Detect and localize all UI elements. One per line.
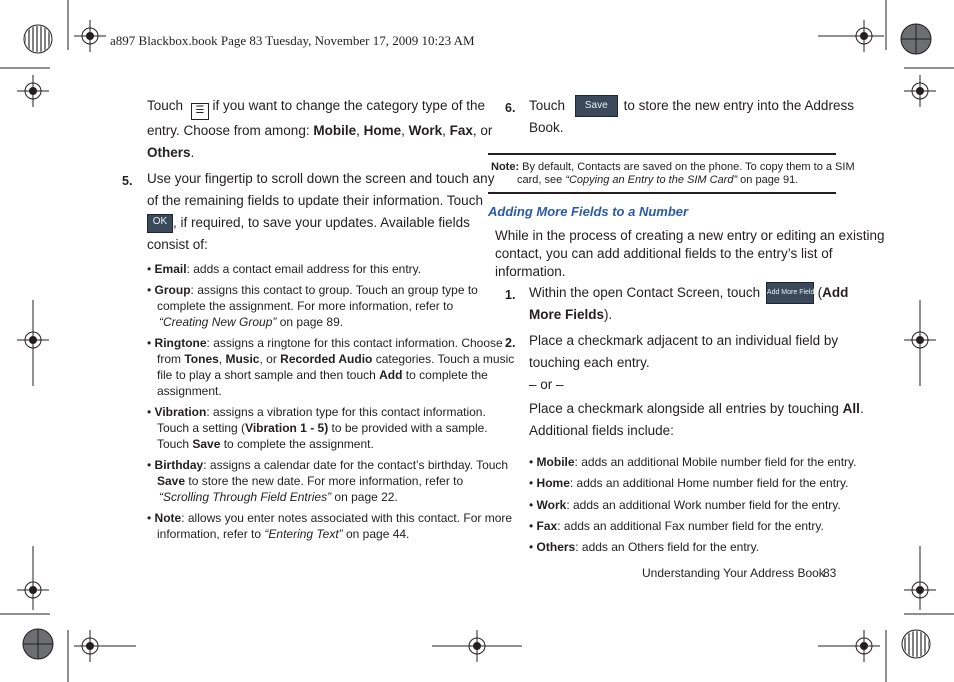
add-label: Add [379, 368, 403, 382]
text: Touch [529, 98, 566, 113]
text: Place a checkmark adjacent to an individual field by [529, 333, 839, 348]
note-label: Note [154, 511, 182, 525]
text: categories. Touch a music [372, 352, 515, 366]
save-button[interactable]: Save [575, 95, 618, 117]
note-bottom-rule [488, 192, 836, 194]
all-label: All [842, 401, 860, 416]
add-more-fields-button[interactable]: Add More Fields [766, 282, 814, 304]
note-top-rule [488, 153, 836, 155]
email-label: Email [154, 262, 187, 276]
text: , [356, 123, 364, 138]
text: consist of: [147, 237, 208, 252]
text: , [218, 352, 226, 366]
category-paragraph [147, 95, 492, 164]
text: ). [604, 307, 613, 323]
text: , [442, 123, 450, 138]
text: : assigns a calendar date for the contact’s birthday. Touch [203, 458, 509, 472]
registration-mark-bottom-center [432, 630, 522, 662]
music-label: Music [225, 352, 260, 366]
text: file to play a short sample and then touch [157, 368, 380, 382]
registration-mark-top-right [818, 0, 954, 107]
text: Additional fields include: [529, 423, 674, 438]
footer-section: Understanding Your Address Book [642, 566, 825, 580]
text: Book. [529, 120, 564, 136]
text: on page 22. [331, 490, 398, 504]
text: : assigns a vibration type for this contact information. [206, 405, 486, 419]
text: , or [472, 123, 493, 138]
home-label: Home [536, 476, 570, 491]
text: While in the process of creating a new entry or editing an existing [495, 228, 885, 243]
text: touching each entry. [529, 355, 650, 370]
text: , [401, 123, 409, 138]
birthday-label: Birthday [154, 458, 204, 472]
registration-mark-bottom-left [0, 546, 136, 682]
list-item: • Fax: adds an additional Fax number field for the entry. [529, 518, 824, 533]
registration-mark-top-left [0, 0, 106, 107]
tones-label: Tones [184, 352, 219, 366]
text: : adds an additional Home number field for the entry. [569, 476, 849, 491]
text: on page 91. [737, 174, 799, 186]
list-item: • Email: adds a contact email address for this entry. [147, 262, 422, 276]
others-label: Others [536, 540, 576, 555]
vibration-label: Vibration [154, 405, 207, 419]
text: information. [495, 264, 566, 279]
cross-reference-link[interactable]: “Scrolling Through Field Entries” [159, 490, 332, 504]
step-2-text [529, 330, 864, 442]
list-item: • Birthday: assigns a calendar date for the contact’s birthday. Touch Save to store the new date. For more information, refer to “Scrolling Through Field Entries” on page 22. [147, 458, 509, 504]
cross-reference-link[interactable]: “Copying an Entry to the SIM Card” [565, 174, 738, 186]
text: assignment. [157, 384, 222, 398]
save-label: Save [192, 437, 221, 451]
list-item: • Ringtone: assigns a ringtone for this contact information. Choose from Tones, Music, or Recorded Audio categories. Touch a music file to play a short sample and then touch Add to complete the assignment. [147, 336, 515, 398]
text: to store the new date. For more information, refer to [185, 474, 464, 488]
text: : adds an additional Fax number field for the entry. [557, 518, 824, 533]
step-number: 2. [505, 336, 516, 350]
text: on page 44. [342, 527, 410, 541]
text: ( [813, 285, 823, 300]
step-number: 5. [122, 174, 133, 188]
text: complete the assignment. For more information, refer to [157, 299, 454, 313]
more-fields-label: More Fields [529, 307, 605, 323]
text: Touch a setting ( [157, 421, 246, 435]
text: of the remaining fields to update their information. Touch [147, 193, 483, 208]
page-number: 83 [823, 566, 837, 580]
text: : adds an additional Mobile number field for the entry. [574, 455, 857, 469]
list-item: • Others: adds an Others field for the entry. [529, 540, 760, 555]
step-1-text [529, 282, 848, 326]
additional-fields-list [529, 452, 857, 558]
cross-reference-link[interactable]: “Creating New Group” [159, 315, 277, 329]
text: : adds an Others field for the entry. [575, 540, 760, 555]
ringtone-label: Ringtone [154, 336, 207, 350]
step-5-text [147, 168, 494, 256]
menu-icon[interactable]: ☰ [191, 103, 209, 120]
text: : adds a contact email address for this entry. [186, 262, 422, 276]
text: to be provided with a sample. [328, 421, 488, 435]
text: if you want to change the category type of the [208, 98, 485, 113]
text: to store the new entry into the Address [623, 98, 854, 113]
mobile-label: Mobile [536, 455, 575, 469]
text: Use your fingertip to scroll down the screen and touch any [147, 171, 495, 186]
text: . [859, 401, 864, 416]
text: to complete the assignment. [220, 437, 374, 451]
text: , if required, to save your updates. Available fields [173, 215, 470, 230]
list-item: • Home: adds an additional Home number field for the entry. [529, 476, 849, 491]
step-number: 1. [505, 288, 516, 302]
mobile-label: Mobile [313, 123, 357, 138]
text: information, refer to [157, 527, 265, 541]
step-number: 6. [505, 101, 516, 115]
text: : allows you enter notes associated with this contact. For more [181, 511, 513, 525]
text: Place a checkmark alongside all entries by touching [529, 401, 843, 416]
intro-paragraph [495, 227, 884, 281]
others-label: Others [147, 145, 191, 160]
registration-mark-bottom-right [818, 546, 954, 682]
text: contact, you can add additional fields to the entry’s list of [495, 246, 833, 261]
text: By default, Contacts are saved on the phone. To copy them to a SIM [519, 161, 855, 173]
home-label: Home [363, 123, 402, 138]
note-label: Note: [491, 161, 520, 173]
text: on page 89. [276, 315, 344, 329]
text: : assigns a ringtone for this contact information. Choose [206, 336, 503, 350]
ok-button[interactable]: OK [147, 214, 173, 233]
fax-label: Fax [449, 123, 473, 138]
add-label: Add [822, 285, 849, 300]
list-item: • Note: allows you enter notes associated with this contact. For more information, refer to “Entering Text” on page 44. [147, 511, 513, 541]
text: . [190, 145, 195, 160]
list-item: • Group: assigns this contact to group. Touch an group type to complete the assignment. For more information, refer to “Creating New Group” on page 89. [147, 282, 514, 330]
list-item: • Work: adds an additional Work number field for the entry. [529, 497, 841, 512]
registration-mark-right-middle [904, 300, 936, 386]
recorded-audio-label: Recorded Audio [280, 352, 373, 366]
section-title: Adding More Fields to a Number [488, 204, 689, 219]
text: card, see [517, 174, 566, 186]
text: : assigns this contact to group. Touch an group type to [190, 283, 478, 297]
note-box [491, 161, 855, 187]
group-label: Group [154, 283, 191, 297]
text: , or [259, 352, 281, 366]
fax-label: Fax [536, 518, 558, 533]
registration-mark-left-middle [17, 300, 49, 386]
step-6-text [529, 95, 854, 139]
text: Within the open Contact Screen, touch [529, 285, 761, 300]
list-item: • Mobile: adds an additional Mobile number field for the entry. [529, 455, 857, 469]
text: – or – [529, 377, 564, 392]
field-list [147, 261, 514, 542]
vibration-setting-label: Vibration 1 - 5) [245, 421, 329, 435]
text: entry. Choose from among: [147, 123, 314, 138]
text: from [157, 352, 185, 366]
work-label: Work [408, 123, 443, 138]
text: Touch [157, 437, 193, 451]
save-label: Save [157, 474, 186, 488]
work-label: Work [536, 497, 567, 512]
print-header: a897 Blackbox.book Page 83 Tuesday, November 17, 2009 10:23 AM [110, 33, 475, 48]
text: to complete the [402, 368, 488, 382]
text: : adds an additional Work number field for the entry. [566, 497, 841, 512]
text: Touch [147, 98, 184, 113]
list-item: • Vibration: assigns a vibration type for this contact information. Touch a setting (Vibration 1 - 5) to be provided with a sample. Touch Save to complete the assignment. [147, 405, 488, 451]
cross-reference-link[interactable]: “Entering Text” [264, 527, 343, 541]
